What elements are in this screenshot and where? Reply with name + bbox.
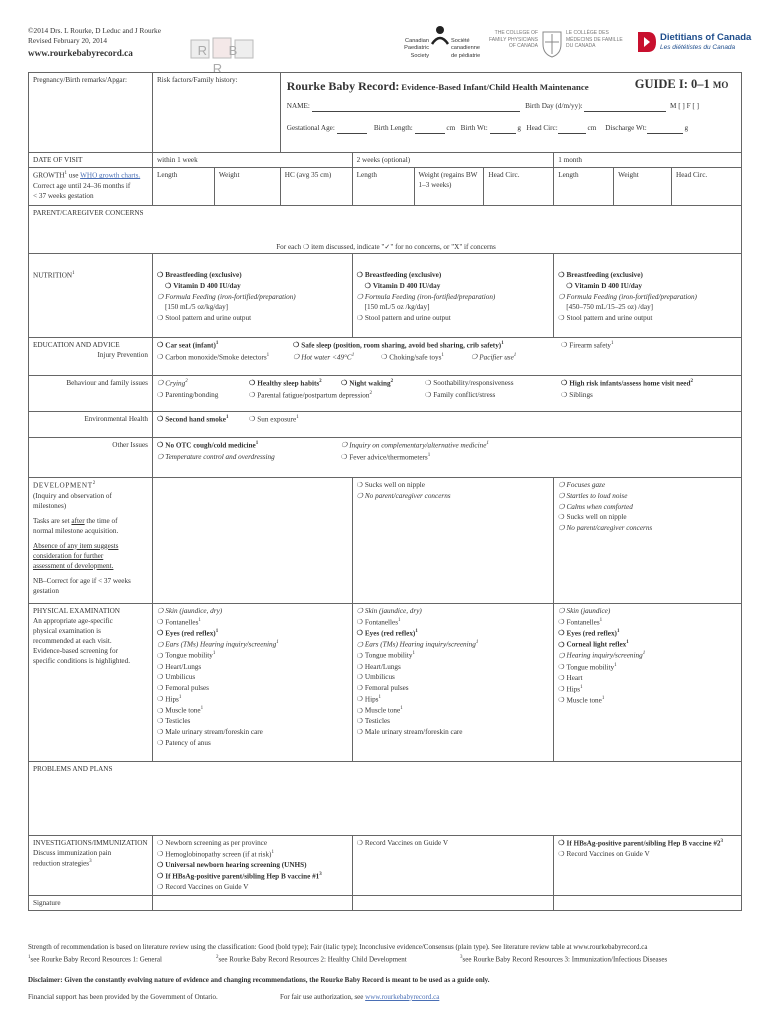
behaviour-items [152, 376, 741, 412]
checkbox-femoral-1wk[interactable]: ❍ Femoral pulses [157, 683, 348, 694]
checkbox-urinary-1wk[interactable]: ❍ Male urinary stream/foreskin care [157, 727, 348, 738]
checkbox-record-vaccines-2wk[interactable]: ❍ Record Vaccines on Guide V [357, 838, 550, 849]
checkbox-eyes-1wk[interactable]: ❍ Eyes (red reflex)$^1$ [157, 628, 348, 639]
env-items [152, 412, 741, 438]
checkbox-record-vaccines-1mo[interactable]: ❍ Record Vaccines on Guide V [558, 849, 737, 860]
rbr-logo: R B R [190, 36, 254, 62]
weight-1wk[interactable]: Weight [214, 168, 280, 206]
checkbox-urinary-2wk[interactable]: ❍ Male urinary stream/foreskin care [357, 727, 550, 738]
checkbox-tongue-1wk[interactable]: ❍ Tongue mobility$^1$ [157, 650, 348, 661]
env-health-label: Environmental Health [29, 412, 153, 438]
checkbox-muscle-1mo[interactable]: ❍ Muscle tone$^1$ [558, 695, 737, 706]
checkbox-formula-2wk[interactable]: ❍ Formula Feeding (iron-fortified/preparation) [357, 292, 550, 303]
checkbox-second-hand-smoke[interactable]: ❍ Second hand smoke$^1$ [157, 414, 229, 425]
cps-logo-icon [429, 24, 451, 46]
signature-2wk[interactable] [352, 896, 554, 911]
nutrition-label: For each ❍ item discussed, indicate "✓" for no concerns, or "X" if concerns NUTRITION$^1$ [29, 254, 153, 338]
checkbox-calms[interactable]: ❍ Calms when comforted [558, 502, 737, 513]
visit-within-1-week[interactable]: within 1 week [152, 153, 352, 168]
checkbox-stool-1mo[interactable]: ❍ Stool pattern and urine output [558, 313, 737, 324]
checkbox-tongue-2wk[interactable]: ❍ Tongue mobility$^1$ [357, 650, 550, 661]
education-items [152, 338, 741, 376]
gestational-age-input[interactable] [337, 123, 367, 134]
checkbox-crying[interactable]: ❍ Crying$^2$ [157, 378, 188, 389]
checkbox-testicles-1wk[interactable]: ❍ Testicles [157, 716, 348, 727]
checkbox-pacifier[interactable]: ❍ Pacifier use$^1$ [471, 352, 516, 363]
development-label: DEVELOPMENT$^2$ (Inquiry and observation of milestones) Tasks are set after the time of normal milestone acquisition. Absence of any item suggests consideration for further assessment of development. NB–Correct for age if < 37 weeks gestation [29, 478, 153, 604]
disclaimer: Disclaimer: Given the constantly evolving nature of evidence and changing recommendations, the Rourke Baby Record is meant to be used as a guide only. [28, 976, 490, 984]
checkbox-umbilicus-1wk[interactable]: ❍ Umbilicus [157, 672, 348, 683]
checkbox-hearing-1mo[interactable]: ❍ Hearing inquiry/screening$^1$ [558, 650, 737, 661]
cfpc-crest-icon [541, 30, 563, 58]
physical-2wk [352, 604, 554, 762]
development-1wk [152, 478, 352, 604]
strength-note: Strength of recommendation is based on literature review using the classification: Good (bold type); Fair (italic type); Inconclusive evidence/Consensus (plain type). See literature review table at www.rourkebabyrecord.ca [28, 943, 648, 951]
sex-selector[interactable]: M [ ] F [ ] [670, 102, 699, 110]
checkbox-heart-1mo[interactable]: ❍ Heart [558, 673, 737, 684]
checkbox-focuses-gaze[interactable]: ❍ Focuses gaze [558, 480, 737, 491]
revised-date: Revised February 20, 2014 [28, 36, 108, 46]
guide-label: GUIDE I: 0–1 mo [634, 77, 729, 91]
head-circ-1mo[interactable]: Head Circ. [672, 168, 742, 206]
checkbox-hepb-1[interactable]: ❍ If HBsAg-positive parent/sibling Hep B vaccine $\#1^3$ [157, 871, 348, 882]
birth-length-input[interactable] [415, 123, 445, 134]
checkbox-inquiry-cam[interactable]: ❍ Inquiry on complementary/alternative medicine$^1$ [341, 440, 489, 451]
checkbox-breastfeeding-1wk[interactable]: ❍ Breastfeeding (exclusive) [157, 270, 348, 281]
checkbox-ears-1wk[interactable]: ❍ Ears (TMs) Hearing inquiry/screening$^1$ [157, 639, 348, 650]
checkbox-temperature[interactable]: ❍ Temperature control and overdressing [157, 452, 275, 463]
birthday-input[interactable] [584, 101, 666, 112]
checkbox-hot-water[interactable]: ❍ Hot water $<49^\circ C^1$ [293, 352, 354, 363]
checkbox-fontanelles-2wk[interactable]: ❍ Fontanelles$^1$ [357, 617, 550, 628]
checkbox-fever-advice[interactable]: ❍ Fever advice/thermometers$^1$ [341, 452, 430, 463]
checkbox-hepb-2[interactable]: ❍ If HBsAg-positive parent/sibling Hep B vaccine $\#2^3$ [558, 838, 737, 849]
checkbox-anus-1wk[interactable]: ❍ Patency of anus [157, 738, 348, 749]
problems-plans-field[interactable]: PROBLEMS AND PLANS [29, 762, 742, 836]
fair-use-link[interactable]: www.rourkebabyrecord.ca [365, 993, 440, 1001]
checkbox-femoral-2wk[interactable]: ❍ Femoral pulses [357, 683, 550, 694]
checkbox-vitamin-d-1mo[interactable]: ❍ Vitamin D 400 IU/day [558, 281, 737, 292]
checkbox-choking[interactable]: ❍ Choking/safe toys$^1$ [381, 352, 444, 363]
checkbox-car-seat[interactable]: ❍ Car seat (infant)$^1$ [157, 340, 218, 351]
investigations-2wk [352, 836, 554, 896]
checkbox-vitamin-d-1wk[interactable]: ❍ Vitamin D 400 IU/day [157, 281, 348, 292]
risk-factors-field[interactable]: Risk factors/Family history: [152, 73, 280, 153]
weight-1mo[interactable]: Weight [614, 168, 672, 206]
name-row: NAME: Birth Day (d/m/yy): M [ ] F [ ] [287, 101, 747, 112]
checkbox-eyes-1mo[interactable]: ❍ Eyes (red reflex)$^1$ [558, 628, 737, 639]
signature-label: Signature [29, 896, 153, 911]
checkbox-fontanelles-1wk[interactable]: ❍ Fontanelles$^1$ [157, 617, 348, 628]
other-issues-label: Other Issues [29, 438, 153, 478]
other-items [152, 438, 741, 478]
education-label: EDUCATION AND ADVICE Injury Prevention [29, 338, 153, 376]
checkbox-newborn-screening[interactable]: ❍ Newborn screening as per province [157, 838, 348, 849]
checkbox-stool-1wk[interactable]: ❍ Stool pattern and urine output [157, 313, 348, 324]
checkbox-high-risk[interactable]: ❍ High risk infants/assess home visit need$^2$ [561, 378, 693, 389]
checkbox-hips-1mo[interactable]: ❍ Hips$^1$ [558, 684, 737, 695]
checkbox-no-concerns-1mo[interactable]: ❍ No parent/caregiver concerns [558, 523, 737, 534]
length-1mo[interactable]: Length [554, 168, 614, 206]
checkbox-ears-2wk[interactable]: ❍ Ears (TMs) Hearing inquiry/screening$^1$ [357, 639, 550, 650]
checkbox-night-waking[interactable]: ❍ Night waking$^2$ [341, 378, 393, 389]
nutrition-2wk: ❍ Breastfeeding (exclusive) ❍ Vitamin D 400 IU/day ❍ Formula Feeding (iron-fortified/preparation) [150 mL/5 oz /kg/day] ❍ Stool pattern and urine output [352, 254, 554, 338]
checkbox-parenting[interactable]: ❍ Parenting/bonding [157, 390, 218, 401]
instruction-text: For each ❍ item discussed, indicate "✓" for no concerns, or "X" if concerns [276, 243, 496, 252]
checkbox-stool-2wk[interactable]: ❍ Stool pattern and urine output [357, 313, 550, 324]
checkbox-eyes-2wk[interactable]: ❍ Eyes (red reflex)$^1$ [357, 628, 550, 639]
nutrition-1wk: ❍ Breastfeeding (exclusive) ❍ Vitamin D 400 IU/day ❍ Formula Feeding (iron-fortified/preparation) [150 mL/5 oz/kg/day] ❍ Stool pattern and urine output [152, 254, 352, 338]
growth-label: GROWTH$^1$ use WHO growth charts. Correct age until 24–36 months if < 37 weeks gestation [29, 168, 153, 206]
visit-1-month[interactable]: 1 month [554, 153, 742, 168]
investigations-1mo [554, 836, 742, 896]
checkbox-siblings[interactable]: ❍ Siblings [561, 390, 593, 401]
form-title: Rourke Baby Record: [286, 79, 400, 93]
development-2wk [352, 478, 554, 604]
head-circ-input[interactable] [558, 123, 586, 134]
checkbox-family-conflict[interactable]: ❍ Family conflict/stress [425, 390, 495, 401]
dietitians-logo-icon [636, 30, 658, 54]
checkbox-umbilicus-2wk[interactable]: ❍ Umbilicus [357, 672, 550, 683]
checkbox-otc-medicine[interactable]: ❍ No OTC cough/cold medicine$^1$ [157, 440, 258, 451]
checkbox-corneal-1mo[interactable]: ❍ Corneal light reflex$^1$ [558, 639, 737, 650]
website-link[interactable]: www.rourkebabyrecord.ca [28, 48, 133, 59]
who-charts-link[interactable]: WHO growth charts. [80, 171, 141, 180]
checkbox-vitamin-d-2wk[interactable]: ❍ Vitamin D 400 IU/day [357, 281, 550, 292]
checkbox-skin-1mo[interactable]: ❍ Skin (jaundice) [558, 606, 737, 617]
checkbox-unhs[interactable]: ❍ Universal newborn hearing screening (UNHS) [157, 860, 348, 871]
checkbox-sucks-2wk[interactable]: ❍ Sucks well on nipple [357, 480, 550, 491]
pregnancy-birth-field[interactable]: Pregnancy/Birth remarks/Apgar: [29, 73, 153, 153]
checkbox-record-vaccines-1wk[interactable]: ❍ Record Vaccines on Guide V [157, 882, 348, 893]
checkbox-hemoglobinopathy[interactable]: ❍ Hemoglobinopathy screen (if at risk)$^1$ [157, 849, 348, 860]
checkbox-fatigue[interactable]: ❍ Parental fatigue/postpartum depression$^2$ [249, 390, 372, 401]
signature-1wk[interactable] [152, 896, 352, 911]
checkbox-hips-1wk[interactable]: ❍ Hips$^1$ [157, 694, 348, 705]
checkbox-muscle-2wk[interactable]: ❍ Muscle tone$^1$ [357, 705, 550, 716]
checkbox-carbon-monoxide[interactable]: ❍ Carbon monoxide/Smoke detectors$^1$ [157, 352, 269, 363]
checkbox-startles[interactable]: ❍ Startles to loud noise [558, 491, 737, 502]
investigations-label: INVESTIGATIONS/IMMUNIZATION Discuss immunization pain reduction strategies$^3$ [29, 836, 153, 896]
checkbox-tongue-1mo[interactable]: ❍ Tongue mobility$^1$ [558, 662, 737, 673]
head-circ-2wk[interactable]: Head Circ. [484, 168, 554, 206]
checkbox-safe-sleep[interactable]: ❍ Safe sleep (position, room sharing, avoid bed sharing, crib safety)$^1$ [293, 340, 504, 351]
checkbox-muscle-1wk[interactable]: ❍ Muscle tone$^1$ [157, 705, 348, 716]
checkbox-no-concerns-2wk[interactable]: ❍ No parent/caregiver concerns [357, 491, 550, 502]
patient-header [280, 73, 741, 153]
name-input[interactable] [312, 101, 520, 112]
investigations-1wk [152, 836, 352, 896]
checkbox-heart-2wk[interactable]: ❍ Heart/Lungs [357, 662, 550, 673]
development-1mo [554, 478, 742, 604]
signature-1mo[interactable] [554, 896, 742, 911]
nutrition-1mo: ❍ Breastfeeding (exclusive) ❍ Vitamin D 400 IU/day ❍ Formula Feeding (iron-fortified/preparation) [450–750 mL/15–25 oz) /day] ❍ Stool pattern and urine output [554, 254, 742, 338]
hc-1wk[interactable]: HC (avg 35 cm) [280, 168, 352, 206]
physical-exam-label: PHYSICAL EXAMINATION An appropriate age-specific physical examination is recommended at each visit. Evidence-based screening for specific conditions is highlighted. [29, 604, 153, 762]
birth-measurements-row: Gestational Age: Birth Length: cm Birth Wt: g Head Circ: cm Discharge Wt: g [287, 123, 747, 134]
length-2wk[interactable]: Length [352, 168, 414, 206]
form-subtitle: Evidence-Based Infant/Child Health Maintenance [401, 82, 589, 92]
rourke-form-table [28, 72, 742, 911]
checkbox-breastfeeding-1mo[interactable]: ❍ Breastfeeding (exclusive) [558, 270, 737, 281]
checkbox-soothability[interactable]: ❍ Soothability/responsiveness [425, 378, 514, 389]
length-1wk[interactable]: Length [152, 168, 214, 206]
discharge-weight-input[interactable] [647, 123, 683, 134]
weight-2wk[interactable]: Weight (regains BW 1–3 weeks) [414, 168, 484, 206]
checkbox-formula-1mo[interactable]: ❍ Formula Feeding (iron-fortified/preparation) [558, 292, 737, 303]
parent-concerns-field[interactable]: PARENT/CAREGIVER CONCERNS [29, 206, 742, 254]
checkbox-sun-exposure[interactable]: ❍ Sun exposure$^1$ [249, 414, 299, 425]
visit-2-weeks[interactable]: 2 weeks (optional) [352, 153, 554, 168]
checkbox-breastfeeding-2wk[interactable]: ❍ Breastfeeding (exclusive) [357, 270, 550, 281]
cps-logo: Canadian Paediatric Society Société canadienne de pédiatrie [393, 24, 493, 68]
date-of-visit-label: DATE OF VISIT [29, 153, 153, 168]
physical-1wk [152, 604, 352, 762]
behaviour-label: Behaviour and family issues [29, 376, 153, 412]
checkbox-hips-2wk[interactable]: ❍ Hips$^1$ [357, 694, 550, 705]
checkbox-firearm[interactable]: ❍ Firearm safety$^1$ [561, 340, 614, 351]
physical-1mo [554, 604, 742, 762]
checkbox-formula-1wk[interactable]: ❍ Formula Feeding (iron-fortified/preparation) [157, 292, 348, 303]
checkbox-fontanelles-1mo[interactable]: ❍ Fontanelles$^1$ [558, 617, 737, 628]
checkbox-skin-2wk[interactable]: ❍ Skin (jaundice, dry) [357, 606, 550, 617]
checkbox-healthy-sleep[interactable]: ❍ Healthy sleep habits$^2$ [249, 378, 322, 389]
checkbox-sucks-1mo[interactable]: ❍ Sucks well on nipple [558, 512, 737, 523]
birth-weight-input[interactable] [490, 123, 516, 134]
checkbox-testicles-2wk[interactable]: ❍ Testicles [357, 716, 550, 727]
copyright: ©2014 Drs. L Rourke, D Leduc and J Rourke [28, 26, 161, 35]
checkbox-heart-1wk[interactable]: ❍ Heart/Lungs [157, 662, 348, 673]
checkbox-skin-1wk[interactable]: ❍ Skin (jaundice, dry) [157, 606, 348, 617]
